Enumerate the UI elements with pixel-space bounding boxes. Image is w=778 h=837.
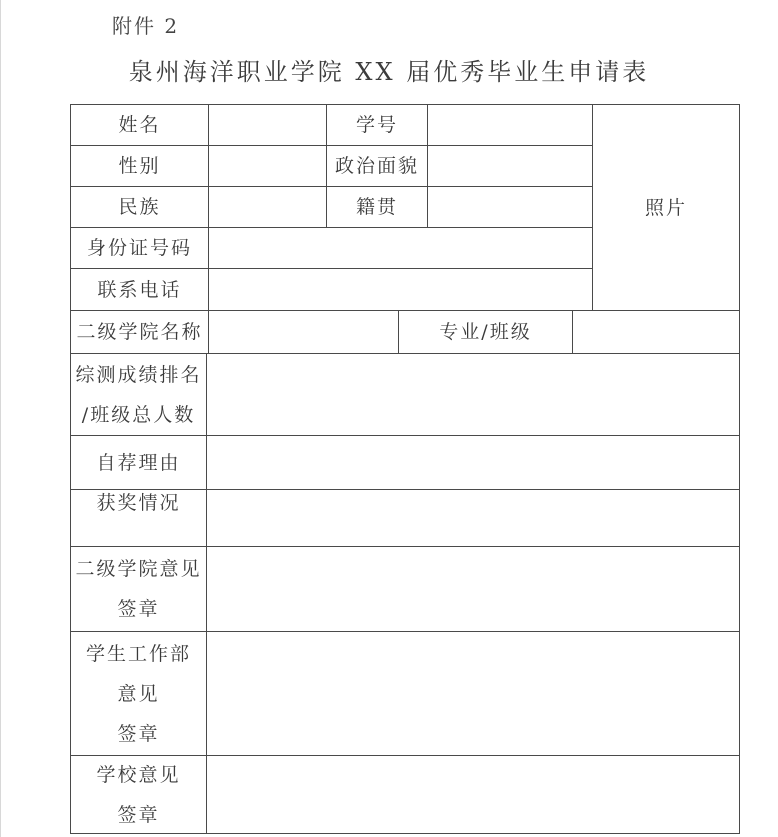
- college-label: 二级学院名称: [76, 321, 203, 343]
- ethnicity-field[interactable]: [209, 188, 325, 226]
- id-number-field[interactable]: [209, 229, 591, 267]
- college-opinion-label: [71, 547, 206, 631]
- id-number-label: 身份证号码: [86, 237, 192, 259]
- school-opinion-label: [71, 756, 206, 833]
- page-edge: [0, 0, 1, 837]
- student-id-field[interactable]: [428, 106, 591, 144]
- college-field[interactable]: [209, 312, 397, 352]
- school-opinion-line1: 学校意见: [96, 763, 181, 786]
- school-opinion-field[interactable]: [207, 756, 738, 832]
- student-affairs-opinion-field[interactable]: [207, 632, 738, 754]
- name-label: 姓名: [118, 114, 161, 136]
- student-affairs-stamp: 签章: [117, 722, 160, 745]
- ranking-label-line2: /班级总人数: [81, 403, 196, 426]
- phone-label: 联系电话: [97, 278, 182, 301]
- native-place-label: 籍贯: [355, 196, 398, 218]
- major-class-field[interactable]: [573, 312, 738, 352]
- photo-label: 照片: [644, 196, 687, 219]
- awards-label: 获奖情况: [96, 492, 181, 514]
- self-recommendation-label: 自荐理由: [96, 451, 181, 474]
- political-status-field[interactable]: [428, 147, 591, 185]
- attachment-label: 附件 2: [112, 14, 180, 38]
- ethnicity-label: 民族: [118, 196, 161, 218]
- gender-field[interactable]: [209, 147, 325, 185]
- college-opinion-line1: 二级学院意见: [75, 558, 202, 580]
- college-opinion-field[interactable]: [207, 547, 738, 630]
- student-affairs-line2: 意见: [117, 682, 160, 705]
- student-id-label: 学号: [355, 114, 398, 136]
- political-status-label: 政治面貌: [334, 155, 419, 177]
- gender-label: 性别: [118, 155, 161, 177]
- ranking-label: [71, 354, 206, 435]
- self-recommendation-field[interactable]: [207, 436, 738, 488]
- name-field[interactable]: [209, 106, 325, 144]
- ranking-label-line1: 综测成绩排名: [75, 363, 202, 386]
- school-opinion-stamp: 签章: [117, 803, 160, 826]
- college-opinion-stamp: 签章: [117, 598, 160, 620]
- ranking-field[interactable]: [207, 354, 738, 434]
- major-class-label: 专业/班级: [439, 321, 532, 343]
- awards-field[interactable]: [207, 490, 738, 545]
- phone-field[interactable]: [209, 270, 591, 309]
- native-place-field[interactable]: [428, 188, 591, 226]
- form-title: 泉州海洋职业学院 XX 届优秀毕业生申请表: [128, 58, 650, 86]
- student-affairs-line1: 学生工作部: [85, 642, 191, 665]
- application-form-table: [70, 104, 740, 834]
- student-affairs-opinion-label: [71, 632, 206, 755]
